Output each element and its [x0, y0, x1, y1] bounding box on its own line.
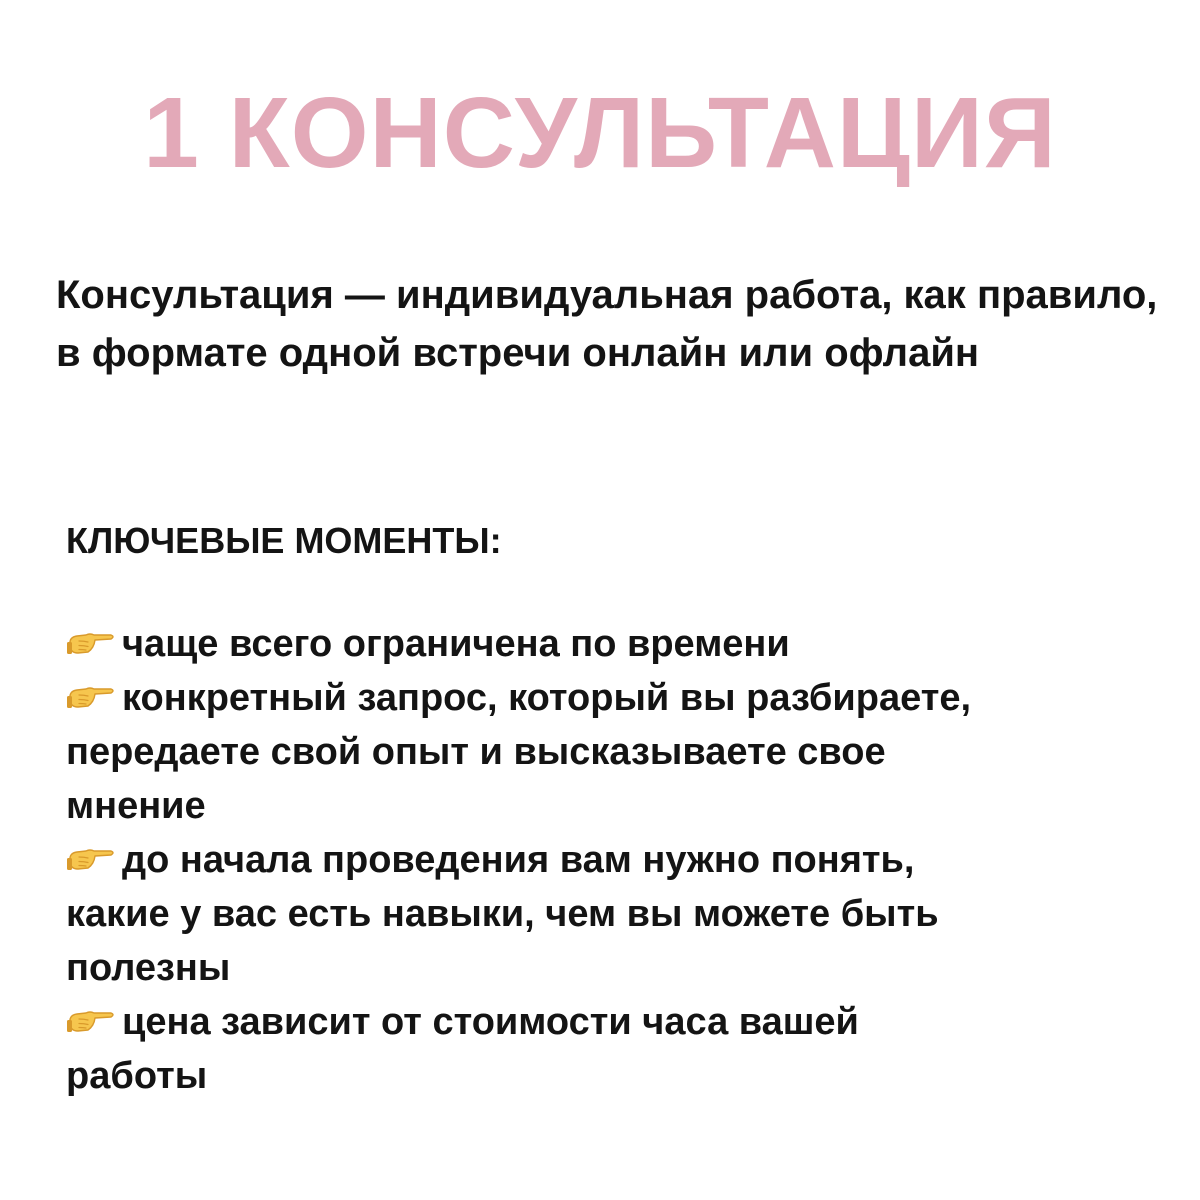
hand-pointing-right-icon: [66, 683, 116, 713]
list-item-text: чаще всего ограничена по времени: [122, 623, 790, 665]
page-title: 1 КОНСУЛЬТАЦИЯ: [143, 77, 1057, 189]
key-points-heading: КЛЮЧЕВЫЕ МОМЕНТЫ:: [66, 520, 502, 561]
hand-pointing-right-icon: [66, 629, 116, 659]
hand-pointing-right-icon: [66, 1007, 116, 1037]
list-item: [66, 995, 996, 1103]
list-item: [66, 671, 996, 833]
list-item-text: конкретный запрос, который вы разбираете, передаете свой опыт и высказываете свое мнение: [66, 677, 972, 827]
intro-paragraph: Консультация — индивидуальная работа, как правило, в формате одной встречи онлайн или офлайн: [56, 273, 1158, 375]
list-item: [66, 833, 996, 995]
list-item: [66, 617, 996, 671]
hand-pointing-right-icon: [66, 845, 116, 875]
list-item-text: до начала проведения вам нужно понять, какие у вас есть навыки, чем вы можете быть полезны: [66, 839, 939, 989]
key-points-list: [66, 617, 996, 1103]
list-item-text: цена зависит от стоимости часа вашей работы: [66, 1001, 859, 1097]
